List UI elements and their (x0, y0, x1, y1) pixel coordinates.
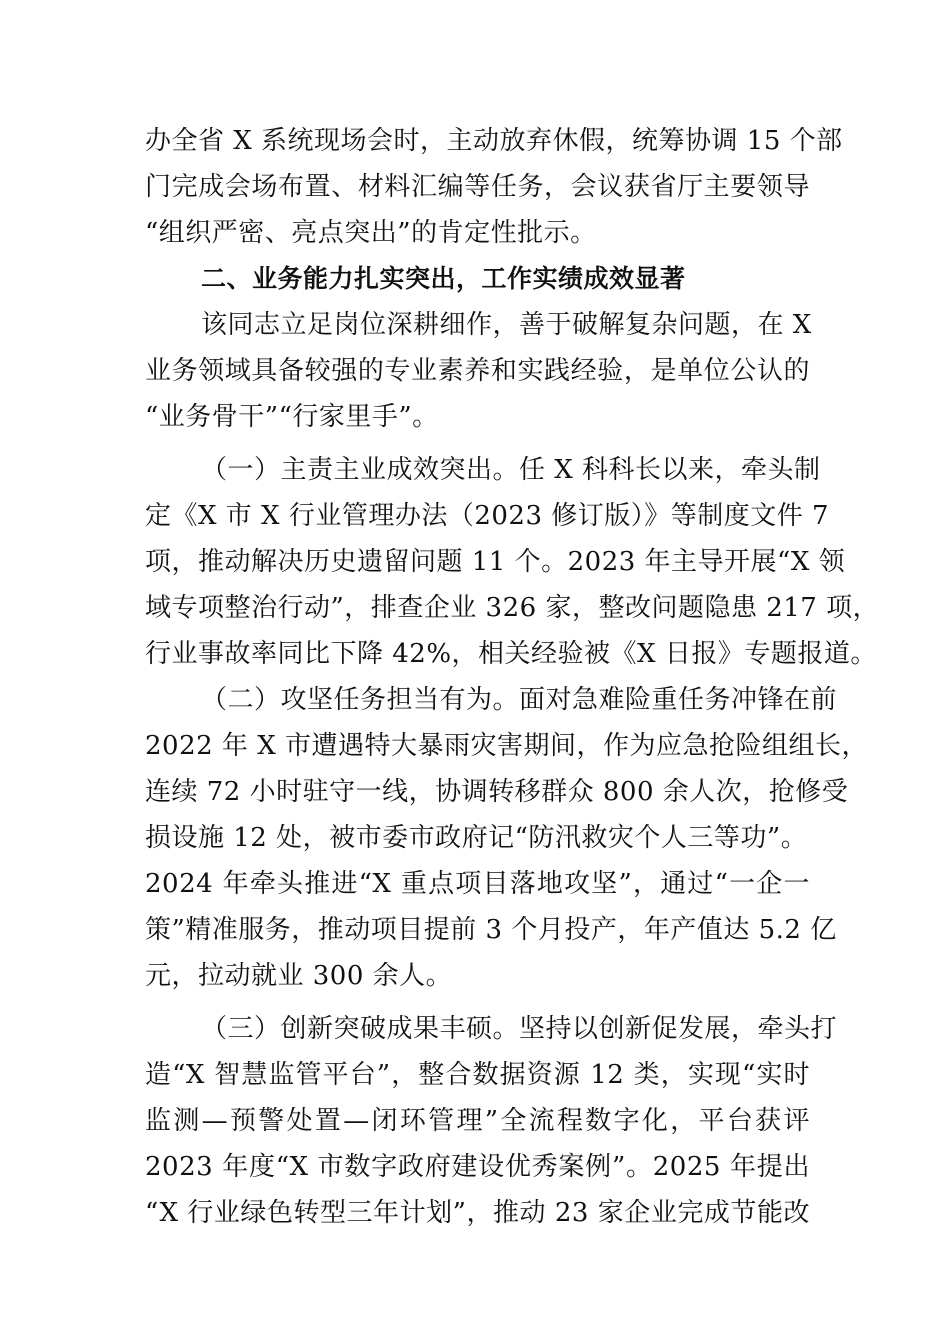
text-line: 元，拉动就业 300 余人。 (145, 961, 453, 991)
text-line: 门完成会场布置、材料汇编等任务，会议获省厅主要领导 (145, 172, 810, 202)
paragraph-gap (145, 999, 810, 1006)
text-line: 2024 年牵头推进“X 重点项目落地攻坚”，通过“一企一 (145, 869, 810, 899)
text-line: 2022 年 X 市遭遇特大暴雨灾害期间，作为应急抢险组组长， (145, 731, 868, 761)
text-fragment: 坚持以创新促发展，牵头打 (519, 1014, 838, 1044)
text-line: 业务领域具备较强的专业素养和实践经验，是单位公认的 (145, 356, 810, 386)
document-body (145, 118, 880, 1236)
text-line: 2023 年度“X 市数字政府建设优秀案例”。2025 年提出 (145, 1152, 810, 1182)
subsection-first-line (145, 447, 821, 493)
text-line: 造“X 智慧监管平台”，整合数据资源 12 类，实现“实时 (145, 1060, 810, 1090)
section-heading: 二、业务能力扎实突出，工作实绩成效显著 (201, 264, 686, 293)
text-line: 行业事故率同比下降 42%，相关经验被《X 日报》专题报道。 (145, 639, 877, 669)
subsection-first-line (145, 1006, 838, 1052)
text-line: 连续 72 小时驻守一线，协调转移群众 800 余人次，抢修受 (145, 777, 849, 807)
text-line: 监测—预警处置—闭环管理”全流程数字化，平台获评 (145, 1106, 810, 1136)
text-line: 定《X 市 X 行业管理办法（2023 修订版）》等制度文件 7 (145, 501, 830, 531)
paragraph-gap (145, 440, 810, 447)
subsection-first-line (145, 677, 838, 723)
text-line: 策”精准服务，推动项目提前 3 个月投产，年产值达 5.2 亿 (145, 915, 837, 945)
text-line: “组织严密、亮点突出”的肯定性批示。 (145, 218, 597, 248)
subsection-title: （三）创新突破成果丰硕。 (201, 1014, 520, 1044)
text-line: 域专项整治行动”，排查企业 326 家，整改问题隐患 217 项， (145, 593, 880, 623)
subsection-title: （一）主责主业成效突出。 (201, 455, 520, 485)
text-fragment: 任 X 科科长以来，牵头制 (519, 455, 821, 485)
text-line: 损设施 12 处，被市委市政府记“防汛救灾个人三等功”。 (145, 823, 808, 853)
text-line: “X 行业绿色转型三年计划”，推动 23 家企业完成节能改 (145, 1198, 810, 1228)
text-line: 办全省 X 系统现场会时，主动放弃休假，统筹协调 15 个部 (145, 126, 843, 156)
text-line: 该同志立足岗位深耕细作，善于破解复杂问题，在 X (201, 310, 812, 340)
text-fragment: 面对急难险重任务冲锋在前 (519, 685, 838, 715)
text-line: 项，推动解决历史遗留问题 11 个。2023 年主导开展“X 领 (145, 547, 846, 577)
text-line: “业务骨干”“行家里手”。 (145, 402, 439, 432)
subsection-title: （二）攻坚任务担当有为。 (201, 685, 520, 715)
